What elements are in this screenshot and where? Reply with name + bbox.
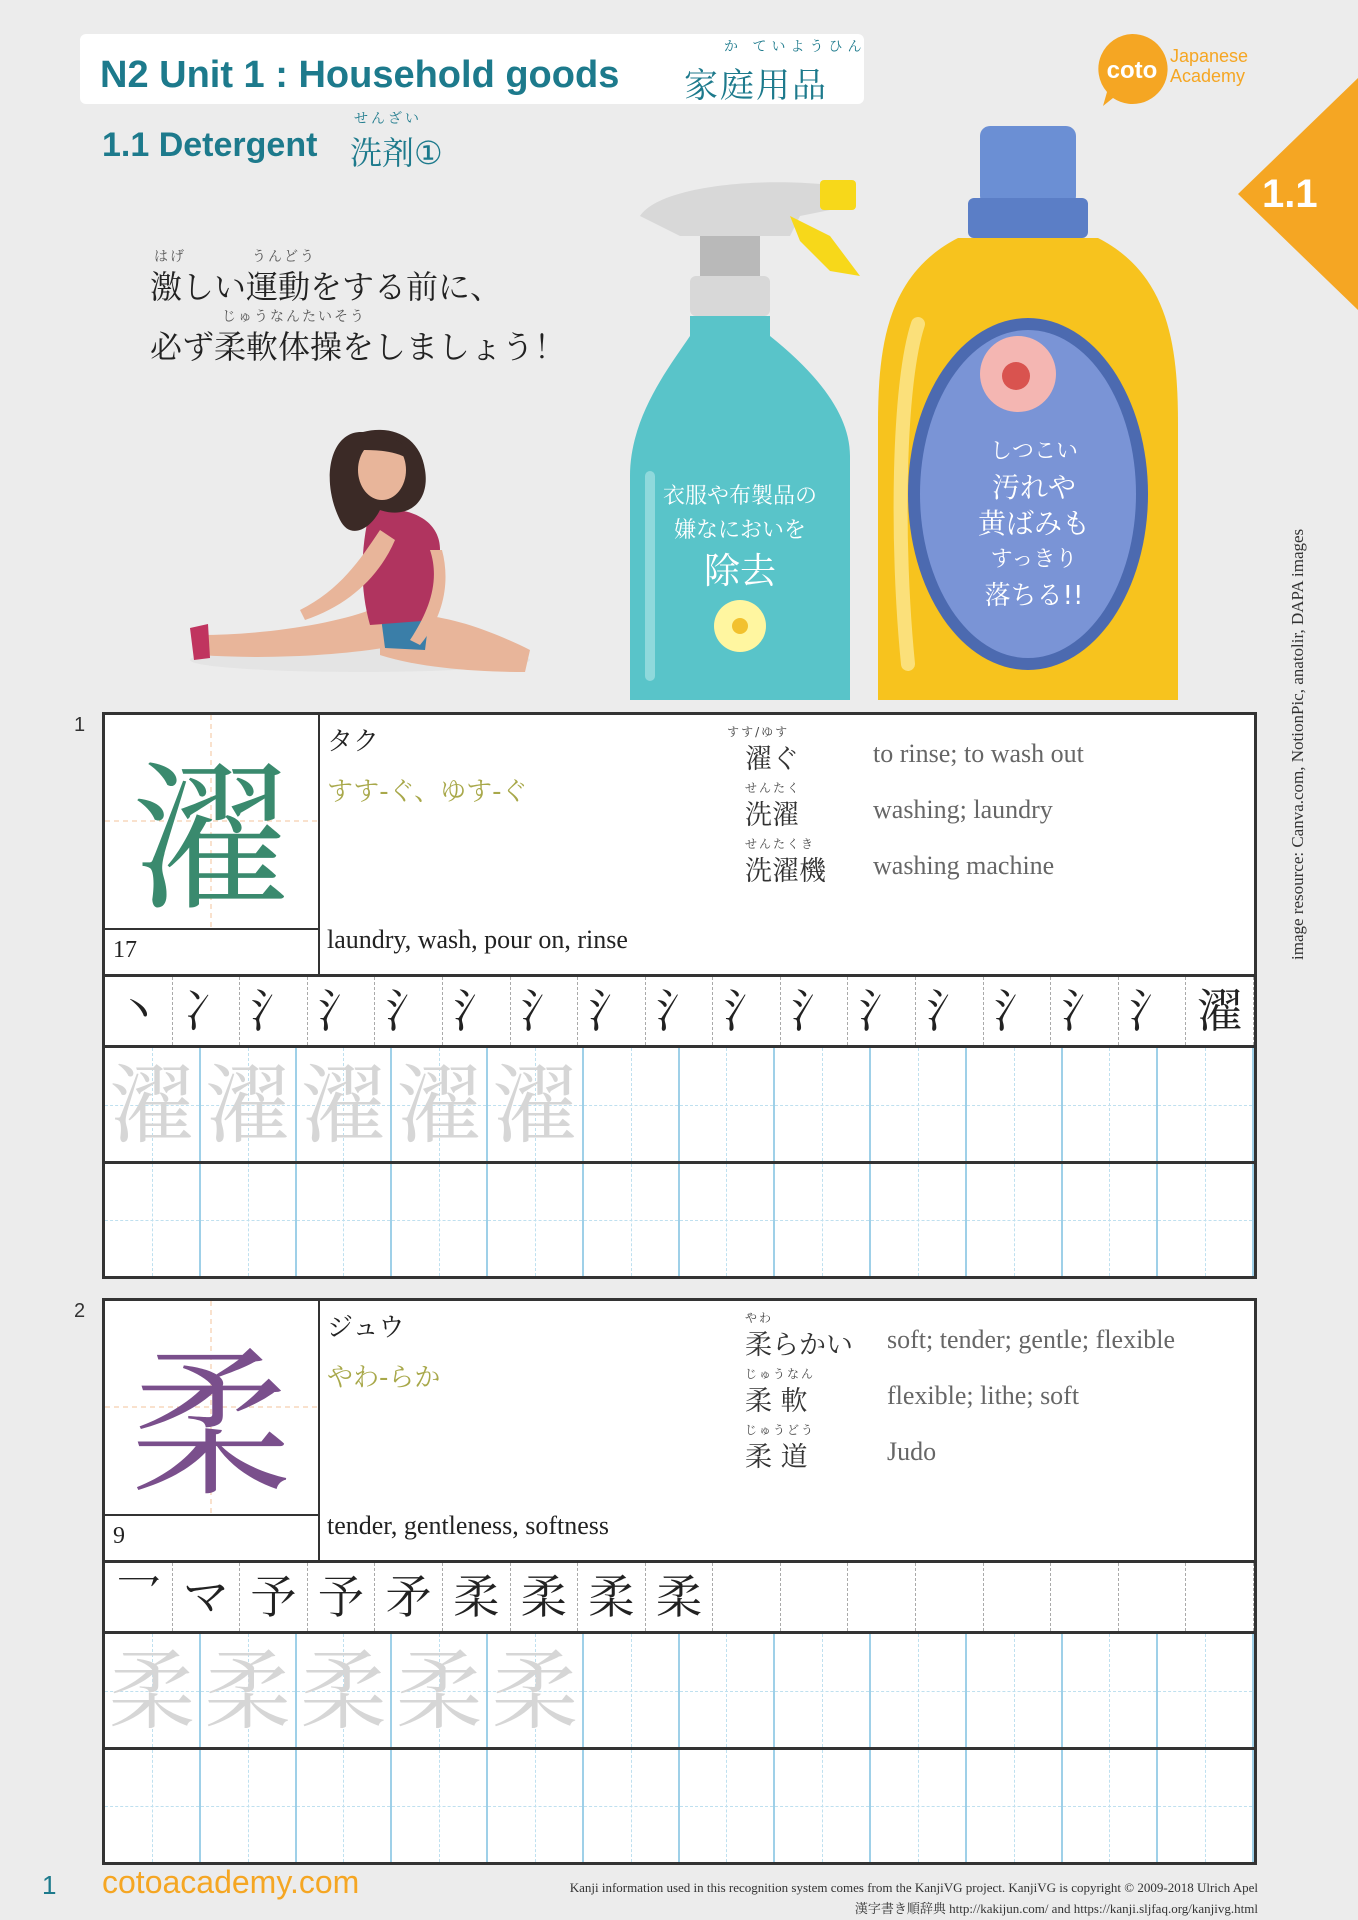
- stroke-step: 丶: [105, 977, 173, 1045]
- vocab-word: 柔 道: [745, 1442, 808, 1473]
- spray-label-line-2: 嫌なにおいを: [673, 518, 806, 543]
- guide-line: [488, 1220, 582, 1221]
- practice-cell[interactable]: [392, 1048, 488, 1161]
- practice-cell[interactable]: [871, 1164, 967, 1276]
- vocab-furigana: すす/ゆす: [727, 725, 790, 739]
- guide-line: [297, 1806, 391, 1807]
- onyomi-reading: ジュウ: [327, 1313, 405, 1343]
- section-title-japanese: 洗剤①: [350, 134, 443, 172]
- stroke-step: 氵: [646, 977, 714, 1045]
- practice-cell[interactable]: [775, 1048, 871, 1161]
- practice-cell[interactable]: [967, 1048, 1063, 1161]
- trace-kanji: 濯: [491, 1056, 578, 1156]
- sentence-furigana-2: じゅうなんたいそう: [222, 309, 366, 325]
- vocab-furigana: せんたく: [745, 781, 802, 795]
- vocab-word: 洗濯機: [745, 856, 826, 887]
- stroke-step: 柔: [578, 1563, 646, 1631]
- svg-text:柔: 柔: [130, 1332, 292, 1514]
- page-title-japanese: 家庭用品: [684, 66, 828, 106]
- vocab-furigana: やわ: [745, 1311, 774, 1325]
- vocab-word: 柔 軟: [745, 1386, 808, 1417]
- trace-kanji: 柔: [396, 1642, 483, 1742]
- stroke-step: [848, 1563, 916, 1631]
- stroke-step: [916, 1563, 984, 1631]
- practice-cell[interactable]: [584, 1164, 680, 1276]
- practice-cell[interactable]: [297, 1164, 393, 1276]
- bottle-label-line-2: 汚れや: [991, 471, 1076, 504]
- stroke-step: 氵: [578, 977, 646, 1045]
- kanji-display: [105, 1301, 318, 1514]
- bottle-label: [918, 434, 1150, 614]
- guide-line: [392, 1220, 486, 1221]
- bottle-label-line-1: しつこい: [989, 439, 1078, 464]
- trace-kanji: 柔: [491, 1642, 578, 1742]
- kunyomi-reading: やわ-らか: [327, 1363, 441, 1393]
- kanji-meaning: tender, gentleness, softness: [327, 1511, 610, 1540]
- practice-cell[interactable]: [488, 1750, 584, 1862]
- sentence-furigana-1b: うんどう: [252, 249, 316, 265]
- guide-line: [584, 1220, 678, 1221]
- logo-line-1: Japanese: [1170, 46, 1249, 66]
- practice-cell[interactable]: [1063, 1750, 1159, 1862]
- stroke-step: 氵: [1119, 977, 1187, 1045]
- stroke-step: 予: [308, 1563, 376, 1631]
- guide-line: [775, 1691, 869, 1692]
- guide-line: [680, 1105, 774, 1106]
- guide-line: [201, 1220, 295, 1221]
- practice-cell[interactable]: [1158, 1750, 1254, 1862]
- stroke-step: 氵: [916, 977, 984, 1045]
- stroke-step: 氵: [781, 977, 849, 1045]
- image-credit: image resource: Canva.com, NotionPic, anatolir, DAPA images: [1288, 528, 1307, 960]
- section-badge-number: 1.1: [1262, 172, 1318, 216]
- practice-cell[interactable]: [392, 1164, 488, 1276]
- vocab-word: 柔らかい: [745, 1330, 853, 1361]
- stroke-step: 予: [240, 1563, 308, 1631]
- vocab-meaning: soft; tender; gentle; flexible: [887, 1325, 1176, 1354]
- practice-cell[interactable]: [488, 1634, 584, 1747]
- practice-cell[interactable]: [201, 1634, 297, 1747]
- guide-line: [680, 1691, 774, 1692]
- logo-line-2: Academy: [1170, 66, 1246, 86]
- stroke-step: 柔: [646, 1563, 714, 1631]
- trace-kanji: 濯: [108, 1056, 195, 1156]
- page-number: 1: [42, 1870, 57, 1900]
- kanji-stroke-order-diagram: [105, 715, 318, 930]
- vocab-meaning: washing machine: [873, 851, 1055, 880]
- bottle-label-line-4: すっきり: [990, 547, 1078, 572]
- practice-cell[interactable]: [1158, 1048, 1254, 1161]
- stroke-step: 濯: [1186, 977, 1254, 1045]
- practice-cell[interactable]: [1063, 1634, 1159, 1747]
- kanji-card: [102, 1298, 1257, 1865]
- vocab-furigana: せんたくき: [745, 837, 816, 851]
- guide-line: [967, 1105, 1061, 1106]
- practice-cell[interactable]: [105, 1750, 201, 1862]
- kanji-info: [105, 715, 1254, 977]
- guide-line: [967, 1806, 1061, 1807]
- trace-kanji: 柔: [300, 1642, 387, 1742]
- guide-line: [1158, 1806, 1252, 1807]
- stroke-step: 氵: [984, 977, 1052, 1045]
- stroke-count: 9: [113, 1523, 125, 1549]
- guide-line: [488, 1806, 582, 1807]
- trace-kanji: 濯: [396, 1056, 483, 1156]
- practice-cell[interactable]: [584, 1048, 680, 1161]
- bottle-label-line-5: 落ちる!!: [984, 581, 1084, 611]
- stroke-step: 矛: [375, 1563, 443, 1631]
- spray-label-line-1: 衣服や布製品の: [662, 484, 817, 509]
- kanji-model-box: [105, 715, 320, 974]
- stroke-step: 氵: [240, 977, 308, 1045]
- practice-cell[interactable]: [871, 1750, 967, 1862]
- practice-cell[interactable]: [488, 1048, 584, 1161]
- guide-line: [680, 1220, 774, 1221]
- practice-cell[interactable]: [775, 1634, 871, 1747]
- practice-cell[interactable]: [680, 1634, 776, 1747]
- trace-kanji: 柔: [204, 1642, 291, 1742]
- stroke-step: 氵: [848, 977, 916, 1045]
- stroke-step: 氵: [375, 977, 443, 1045]
- coto-logo: [1093, 30, 1171, 108]
- practice-cell[interactable]: [1158, 1634, 1254, 1747]
- trace-kanji: 柔: [108, 1642, 195, 1742]
- trace-kanji: 濯: [204, 1056, 291, 1156]
- guide-line: [1158, 1105, 1252, 1106]
- section-title-furigana: せんざい: [354, 111, 422, 127]
- practice-cell[interactable]: [105, 1634, 201, 1747]
- stroke-step: 乛: [105, 1563, 173, 1631]
- guide-line: [1063, 1105, 1157, 1106]
- practice-cell[interactable]: [680, 1048, 776, 1161]
- svg-text:coto: coto: [1106, 57, 1158, 84]
- stroke-step: 氵: [1051, 977, 1119, 1045]
- title-furigana: か ていようひん: [724, 39, 867, 55]
- practice-cell[interactable]: [775, 1164, 871, 1276]
- stroke-count: 17: [113, 937, 137, 963]
- practice-cell[interactable]: [297, 1634, 393, 1747]
- vocab-furigana: じゅうなん: [745, 1367, 816, 1381]
- practice-cell[interactable]: [1063, 1164, 1159, 1276]
- practice-cell[interactable]: [392, 1634, 488, 1747]
- sentence-furigana-1a: はげ: [154, 249, 186, 265]
- kanjivg-credit: Kanji information used in this recognition system comes from the KanjiVG project. KanjiVG is copyright © 2009-2018 Ulrich Apel: [569, 1880, 1258, 1895]
- guide-line: [680, 1806, 774, 1807]
- stroke-step: 氵: [713, 977, 781, 1045]
- stroke-step: 柔: [443, 1563, 511, 1631]
- guide-line: [871, 1220, 965, 1221]
- kanji-info: [105, 1301, 1254, 1563]
- guide-line: [967, 1220, 1061, 1221]
- practice-cell[interactable]: [392, 1750, 488, 1862]
- blank-practice-row[interactable]: [105, 1164, 1254, 1276]
- practice-cell[interactable]: [680, 1164, 776, 1276]
- guide-line: [584, 1691, 678, 1692]
- stroke-step: 氵: [511, 977, 579, 1045]
- kunyomi-reading: すす-ぐ、ゆす-ぐ: [327, 777, 528, 807]
- practice-cell[interactable]: [1158, 1164, 1254, 1276]
- practice-cell[interactable]: [1063, 1048, 1159, 1161]
- guide-line: [297, 1220, 391, 1221]
- tracing-practice-row[interactable]: [105, 1634, 1254, 1750]
- stroke-step: [1186, 1563, 1254, 1631]
- guide-line: [201, 1806, 295, 1807]
- stroke-step: 冫: [173, 977, 241, 1045]
- stroke-step: マ: [173, 1563, 241, 1631]
- spray-label: [628, 480, 852, 596]
- card-number: 1: [74, 714, 86, 736]
- stroke-step: [984, 1563, 1052, 1631]
- vocab-meaning: to rinse; to wash out: [873, 739, 1084, 768]
- practice-cell[interactable]: [201, 1750, 297, 1862]
- practice-cell[interactable]: [105, 1048, 201, 1161]
- practice-cell[interactable]: [967, 1750, 1063, 1862]
- spray-bottle-illustration: [620, 176, 860, 700]
- practice-cell[interactable]: [105, 1164, 201, 1276]
- stroke-step: [1051, 1563, 1119, 1631]
- kakijun-credit: 漢字書き順辞典 http://kakijun.com/ and https://kanji.sljfaq.org/kanjivg.html: [854, 1901, 1258, 1916]
- practice-cell[interactable]: [871, 1048, 967, 1161]
- vocab-word: 洗濯: [745, 800, 799, 831]
- guide-line: [584, 1105, 678, 1106]
- card-number: 2: [74, 1300, 86, 1322]
- onyomi-reading: タク: [327, 727, 380, 757]
- stroke-step: 柔: [511, 1563, 579, 1631]
- stroke-step: 氵: [443, 977, 511, 1045]
- practice-cell[interactable]: [201, 1164, 297, 1276]
- vocab-meaning: Judo: [887, 1437, 937, 1466]
- vocab-meaning: washing; laundry: [873, 795, 1053, 824]
- practice-cell[interactable]: [201, 1048, 297, 1161]
- practice-cell[interactable]: [297, 1750, 393, 1862]
- practice-cell[interactable]: [584, 1634, 680, 1747]
- vocab-meaning: flexible; lithe; soft: [887, 1381, 1080, 1410]
- guide-line: [871, 1691, 965, 1692]
- blank-practice-row[interactable]: [105, 1750, 1254, 1862]
- practice-cell[interactable]: [680, 1750, 776, 1862]
- trace-kanji: 濯: [300, 1056, 387, 1156]
- practice-cell[interactable]: [297, 1048, 393, 1161]
- guide-line: [775, 1806, 869, 1807]
- guide-line: [105, 1806, 199, 1807]
- guide-line: [392, 1806, 486, 1807]
- guide-line: [1158, 1691, 1252, 1692]
- kanji-card: [102, 712, 1257, 1279]
- stroke-step: [1119, 1563, 1187, 1631]
- svg-text:濯: 濯: [130, 746, 292, 928]
- guide-line: [1063, 1806, 1157, 1807]
- guide-line: [775, 1105, 869, 1106]
- kanji-meaning: laundry, wash, pour on, rinse: [327, 925, 628, 954]
- guide-line: [775, 1220, 869, 1221]
- vocab-word: 濯ぐ: [745, 744, 799, 775]
- page-title: N2 Unit 1 : Household goods: [100, 54, 620, 96]
- guide-line: [1063, 1220, 1157, 1221]
- guide-line: [967, 1691, 1061, 1692]
- kanji-display: [105, 715, 318, 928]
- section-title: 1.1 Detergent: [102, 126, 318, 164]
- stroke-step: [713, 1563, 781, 1631]
- stroke-step: [781, 1563, 849, 1631]
- stroke-order-row: [105, 977, 1254, 1048]
- practice-cell[interactable]: [775, 1750, 871, 1862]
- guide-line: [584, 1806, 678, 1807]
- practice-cell[interactable]: [967, 1634, 1063, 1747]
- practice-cell[interactable]: [488, 1164, 584, 1276]
- practice-cell[interactable]: [584, 1750, 680, 1862]
- practice-cell[interactable]: [871, 1634, 967, 1747]
- practice-cell[interactable]: [967, 1164, 1063, 1276]
- vocab-furigana: じゅうどう: [745, 1423, 816, 1437]
- stroke-order-row: [105, 1563, 1254, 1634]
- example-sentence-line-2: 必ず柔軟体操をしましょう！: [150, 328, 567, 366]
- spray-label-line-3: 除去: [703, 551, 776, 592]
- guide-line: [105, 1220, 199, 1221]
- guide-line: [1158, 1220, 1252, 1221]
- guide-line: [871, 1806, 965, 1807]
- tracing-practice-row[interactable]: [105, 1048, 1254, 1164]
- guide-line: [1063, 1691, 1157, 1692]
- guide-line: [871, 1105, 965, 1106]
- bottle-label-line-3: 黄ばみも: [977, 507, 1090, 540]
- woman-stretching-illustration: [180, 410, 540, 680]
- stroke-step: 氵: [308, 977, 376, 1045]
- example-sentence-line-1: 激しい運動をする前に、: [150, 268, 503, 306]
- kanji-stroke-order-diagram: [105, 1301, 318, 1516]
- website-link[interactable]: cotoacademy.com: [102, 1864, 360, 1900]
- kanji-model-box: [105, 1301, 320, 1560]
